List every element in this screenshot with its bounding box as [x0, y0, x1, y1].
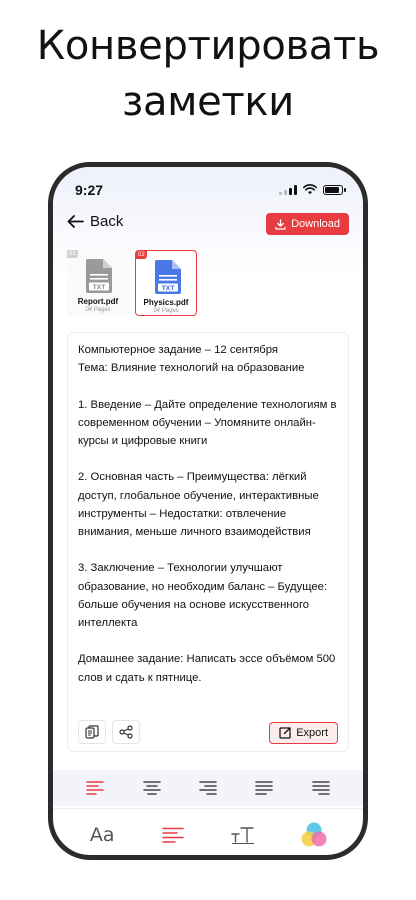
status-time: 9:27: [75, 182, 104, 198]
document-paragraph: Компьютерное задание – 12 сентября Тема: Влияние технологий на образование: [78, 344, 305, 375]
hero-title: [0, 18, 416, 130]
document-paragraph: 2. Основная часть – Преимущества: лёгкий доступ, глобальное обучение, интерактивные инструменты – Недостатки: отвлечение внимания, меньше личного взаимодействия: [78, 471, 319, 538]
txt-document-icon: [86, 259, 112, 293]
status-icons: [279, 184, 343, 195]
hero-title-line1: Конвертировать: [36, 23, 380, 69]
align-justify-right-icon: [312, 781, 330, 795]
file-number: 01: [69, 251, 76, 257]
file-name: Physics.pdf: [143, 298, 189, 307]
top-bar: [67, 213, 349, 239]
txt-badge: TXT: [161, 285, 175, 292]
align-center-icon: [143, 781, 161, 795]
copy-icon: [85, 725, 99, 739]
alignment-toolbar: [53, 770, 363, 806]
paragraph-icon: [162, 827, 184, 843]
share-button[interactable]: [112, 720, 140, 744]
align-right-icon: [199, 781, 217, 795]
align-justify-icon: [255, 781, 273, 795]
align-justify-right-button[interactable]: [310, 778, 332, 798]
hero-title-line2: заметки: [122, 79, 294, 125]
signal-icon: [279, 185, 297, 195]
text-size-icon: [231, 826, 255, 844]
phone-frame: [48, 162, 368, 860]
bottom-tab-bar: [53, 808, 363, 860]
copy-button[interactable]: [78, 720, 106, 744]
back-label: Back: [90, 213, 124, 230]
download-icon: [275, 219, 286, 230]
file-card-report[interactable]: [67, 250, 129, 316]
battery-icon: [323, 185, 343, 195]
export-label: Export: [296, 727, 328, 739]
align-justify-button[interactable]: [253, 778, 275, 798]
txt-document-icon: [155, 260, 181, 294]
download-button[interactable]: [266, 213, 349, 235]
export-icon: [279, 727, 291, 739]
export-button[interactable]: [269, 722, 338, 744]
tab-font[interactable]: [82, 818, 122, 852]
file-number: 02: [138, 252, 145, 258]
file-name: Report.pdf: [77, 297, 119, 306]
align-left-icon: [86, 781, 104, 795]
document-preview: [67, 332, 349, 752]
back-button[interactable]: [67, 213, 123, 230]
document-paragraph: 3. Заключение – Технологии улучшают образование, но необходим баланс – Будущее: больше обучения на основе искусственного интеллекта: [78, 562, 328, 629]
align-right-button[interactable]: [197, 778, 219, 798]
download-label: Download: [291, 218, 340, 230]
file-pages: 04 Pages: [153, 308, 179, 314]
align-center-button[interactable]: [141, 778, 163, 798]
tab-color[interactable]: [294, 818, 334, 852]
tab-paragraph[interactable]: [153, 818, 193, 852]
file-list: [67, 250, 197, 316]
txt-badge: TXT: [92, 284, 106, 291]
status-bar: [53, 167, 363, 207]
document-text[interactable]: [78, 341, 340, 687]
tab-text-size[interactable]: [223, 818, 263, 852]
color-palette-icon: [300, 821, 328, 849]
font-icon: Aa: [89, 823, 115, 846]
share-icon: [119, 725, 133, 739]
document-paragraph: 1. Введение – Дайте определение технологиям в современном обучении – Упомяните онлайн-курсы и цифровые книги: [78, 398, 337, 447]
file-card-physics[interactable]: [135, 250, 197, 316]
arrow-left-icon: [67, 215, 84, 228]
align-left-button[interactable]: [84, 778, 106, 798]
file-pages: 04 Pages: [85, 307, 111, 313]
wifi-icon: [303, 184, 317, 195]
document-tools: [78, 720, 140, 744]
document-paragraph: Домашнее задание: Написать эссе объёмом 500 слов и сдать к пятнице.: [78, 653, 336, 684]
